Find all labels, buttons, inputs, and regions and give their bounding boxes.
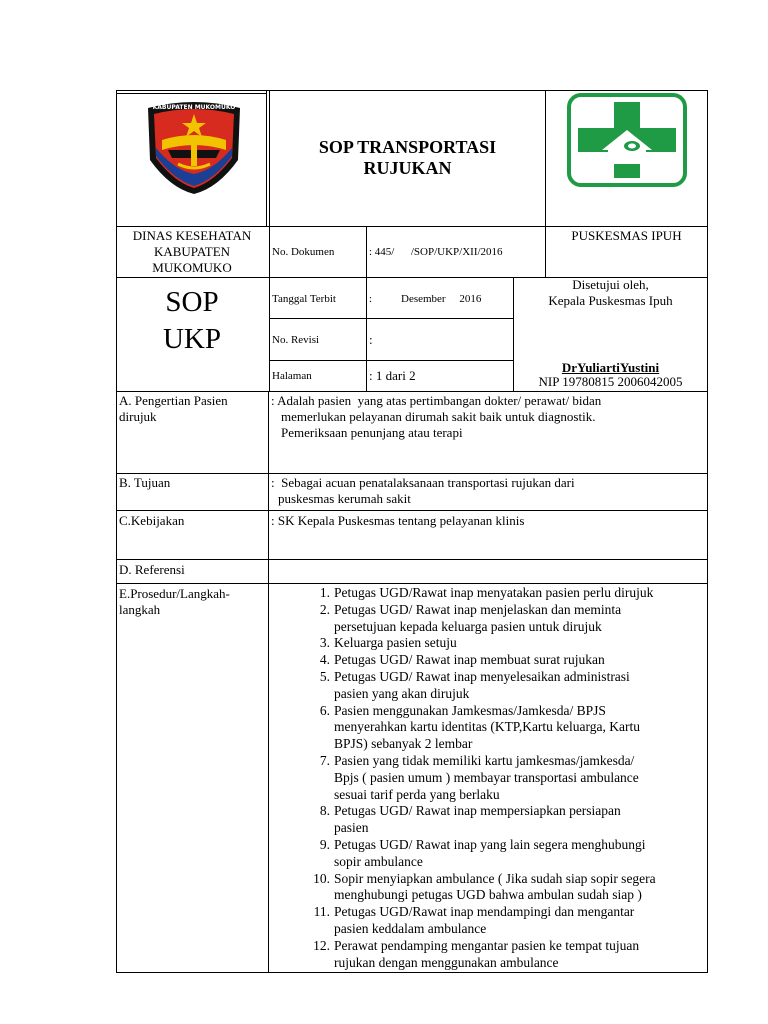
step-text-line: Pasien yang tidak memiliki kartu jamkesmas/jamkesda/ <box>334 752 635 768</box>
procedure-step <box>304 652 706 669</box>
title-line-2: RUJUKAN <box>363 158 452 178</box>
step-text-line: BPJS) sebanyak 2 lembar <box>334 736 473 752</box>
procedure-step <box>304 753 706 803</box>
tanggal-terbit-label: Tanggal Terbit <box>272 293 336 305</box>
step-number: 4. <box>319 652 330 668</box>
step-text-line: Perawat pendamping mengantar pasien ke tempat tujuan <box>334 937 640 953</box>
no-revisi-value: : <box>369 332 373 347</box>
step-text-line: Petugas UGD/ Rawat inap menyelesaikan administrasi <box>334 668 630 684</box>
svg-text:KABUPATEN MUKOMUKO: KABUPATEN MUKOMUKO <box>152 104 236 111</box>
step-text-line: Petugas UGD/Rawat inap menyatakan pasien perlu dirujuk <box>334 585 654 600</box>
approver-name: DrYuliartiYustini <box>561 360 660 375</box>
procedure-step <box>304 871 706 905</box>
procedure-step <box>304 837 706 871</box>
procedure-step <box>304 585 706 602</box>
halaman-label: Halaman <box>272 370 312 382</box>
step-text-line: persetujuan kepada keluarga pasien untuk dirujuk <box>334 618 602 634</box>
procedure-step <box>304 703 706 753</box>
step-number: 9. <box>319 836 330 852</box>
procedure-step <box>304 904 706 938</box>
section-d-label: D. Referensi <box>119 562 185 577</box>
step-text-line: sopir ambulance <box>334 853 423 869</box>
step-number: 6. <box>319 702 330 718</box>
tanggal-terbit-value: Desember 2016 <box>401 293 482 305</box>
section-a-label: A. Pengertian Pasien dirujuk <box>119 393 228 424</box>
approval-line-1: Disetujui oleh, <box>572 277 649 292</box>
section-e-label: E.Prosedur/Langkah- langkah <box>119 586 230 617</box>
procedure-step <box>304 938 706 972</box>
section-b-label: B. Tujuan <box>119 475 171 490</box>
title-line-1: SOP TRANSPORTASI <box>318 137 497 157</box>
step-text-line: Petugas UGD/ Rawat inap mempersiapkan persiapan <box>334 803 621 819</box>
no-dokumen-value: : 445/ /SOP/UKP/XII/2016 <box>369 246 503 258</box>
section-c-text: : SK Kepala Puskesmas tentang pelayanan klinis <box>271 513 525 528</box>
halaman-value: : 1 dari 2 <box>369 368 416 383</box>
step-number: 11. <box>313 904 330 920</box>
step-text-line: pasien yang akan dirujuk <box>334 685 470 701</box>
step-number: 1. <box>319 585 330 600</box>
approval-block <box>514 277 707 309</box>
no-dokumen-label: No. Dokumen <box>272 246 335 258</box>
step-number: 7. <box>319 752 330 768</box>
kabupaten-mukomuko-logo <box>138 100 250 196</box>
step-number: 5. <box>319 668 330 684</box>
step-text-line: menyerahkan kartu identitas (KTP,Kartu keluarga, Kartu <box>334 719 641 735</box>
procedure-steps-list <box>304 585 706 971</box>
step-number: 2. <box>319 601 330 617</box>
step-text-line: pasien <box>334 820 369 836</box>
step-number: 3. <box>319 635 330 651</box>
step-text-line: Petugas UGD/ Rawat inap membuat surat rujukan <box>334 652 605 668</box>
no-revisi-label: No. Revisi <box>272 334 320 346</box>
step-text-line: Pasien menggunakan Jamkesmas/Jamkesda/ BPJS <box>334 702 606 718</box>
step-text-line: Petugas UGD/Rawat inap mendampingi dan mengantar <box>334 904 635 920</box>
sop-ukp-label: SOP UKP <box>162 286 221 355</box>
dinas-kesehatan-label: DINAS KESEHATAN KABUPATEN MUKOMUKO <box>132 228 252 275</box>
puskesmas-name: PUSKESMAS IPUH <box>571 228 682 243</box>
step-number: 12. <box>313 937 330 953</box>
step-text-line: Keluarga pasien setuju <box>334 635 457 651</box>
section-c-label: C.Kebijakan <box>119 513 185 528</box>
step-text-line: Bpjs ( pasien umum ) membayar transportasi ambulance <box>334 769 639 785</box>
procedure-step <box>304 635 706 652</box>
step-number: 8. <box>319 803 330 819</box>
approver-nip: NIP 19780815 2006042005 <box>538 374 683 389</box>
step-text-line: pasien keddalam ambulance <box>334 920 487 936</box>
step-number: 10. <box>313 870 330 886</box>
approval-line-2: Kepala Puskesmas Ipuh <box>548 293 673 308</box>
step-text-line: sesuai tarif perda yang berlaku <box>334 786 500 802</box>
puskesmas-logo <box>566 92 688 188</box>
procedure-step <box>304 803 706 837</box>
step-text-line: rujukan dengan menggunakan ambulance <box>334 954 559 970</box>
section-a-text: : Adalah pasien yang atas pertimbangan dokter/ perawat/ bidan memerlukan pelayanan dirumah sakit baik untuk diagnostik. Pemeriksaan penunjang atau terapi <box>271 393 602 440</box>
document-title <box>270 137 545 179</box>
procedure-step <box>304 602 706 636</box>
step-text-line: Petugas UGD/ Rawat inap menjelaskan dan meminta <box>334 601 622 617</box>
step-text-line: menghubungi petugas UGD bahwa ambulan sudah siap ) <box>334 887 642 903</box>
section-b-text: : Sebagai acuan penatalaksanaan transportasi rujukan dari puskesmas kerumah sakit <box>271 475 575 506</box>
step-text-line: Petugas UGD/ Rawat inap yang lain segera menghubungi <box>334 836 646 852</box>
tanggal-terbit-colon: : <box>369 293 373 305</box>
step-text-line: Sopir menyiapkan ambulance ( Jika sudah siap sopir segera <box>334 870 656 886</box>
procedure-step <box>304 669 706 703</box>
